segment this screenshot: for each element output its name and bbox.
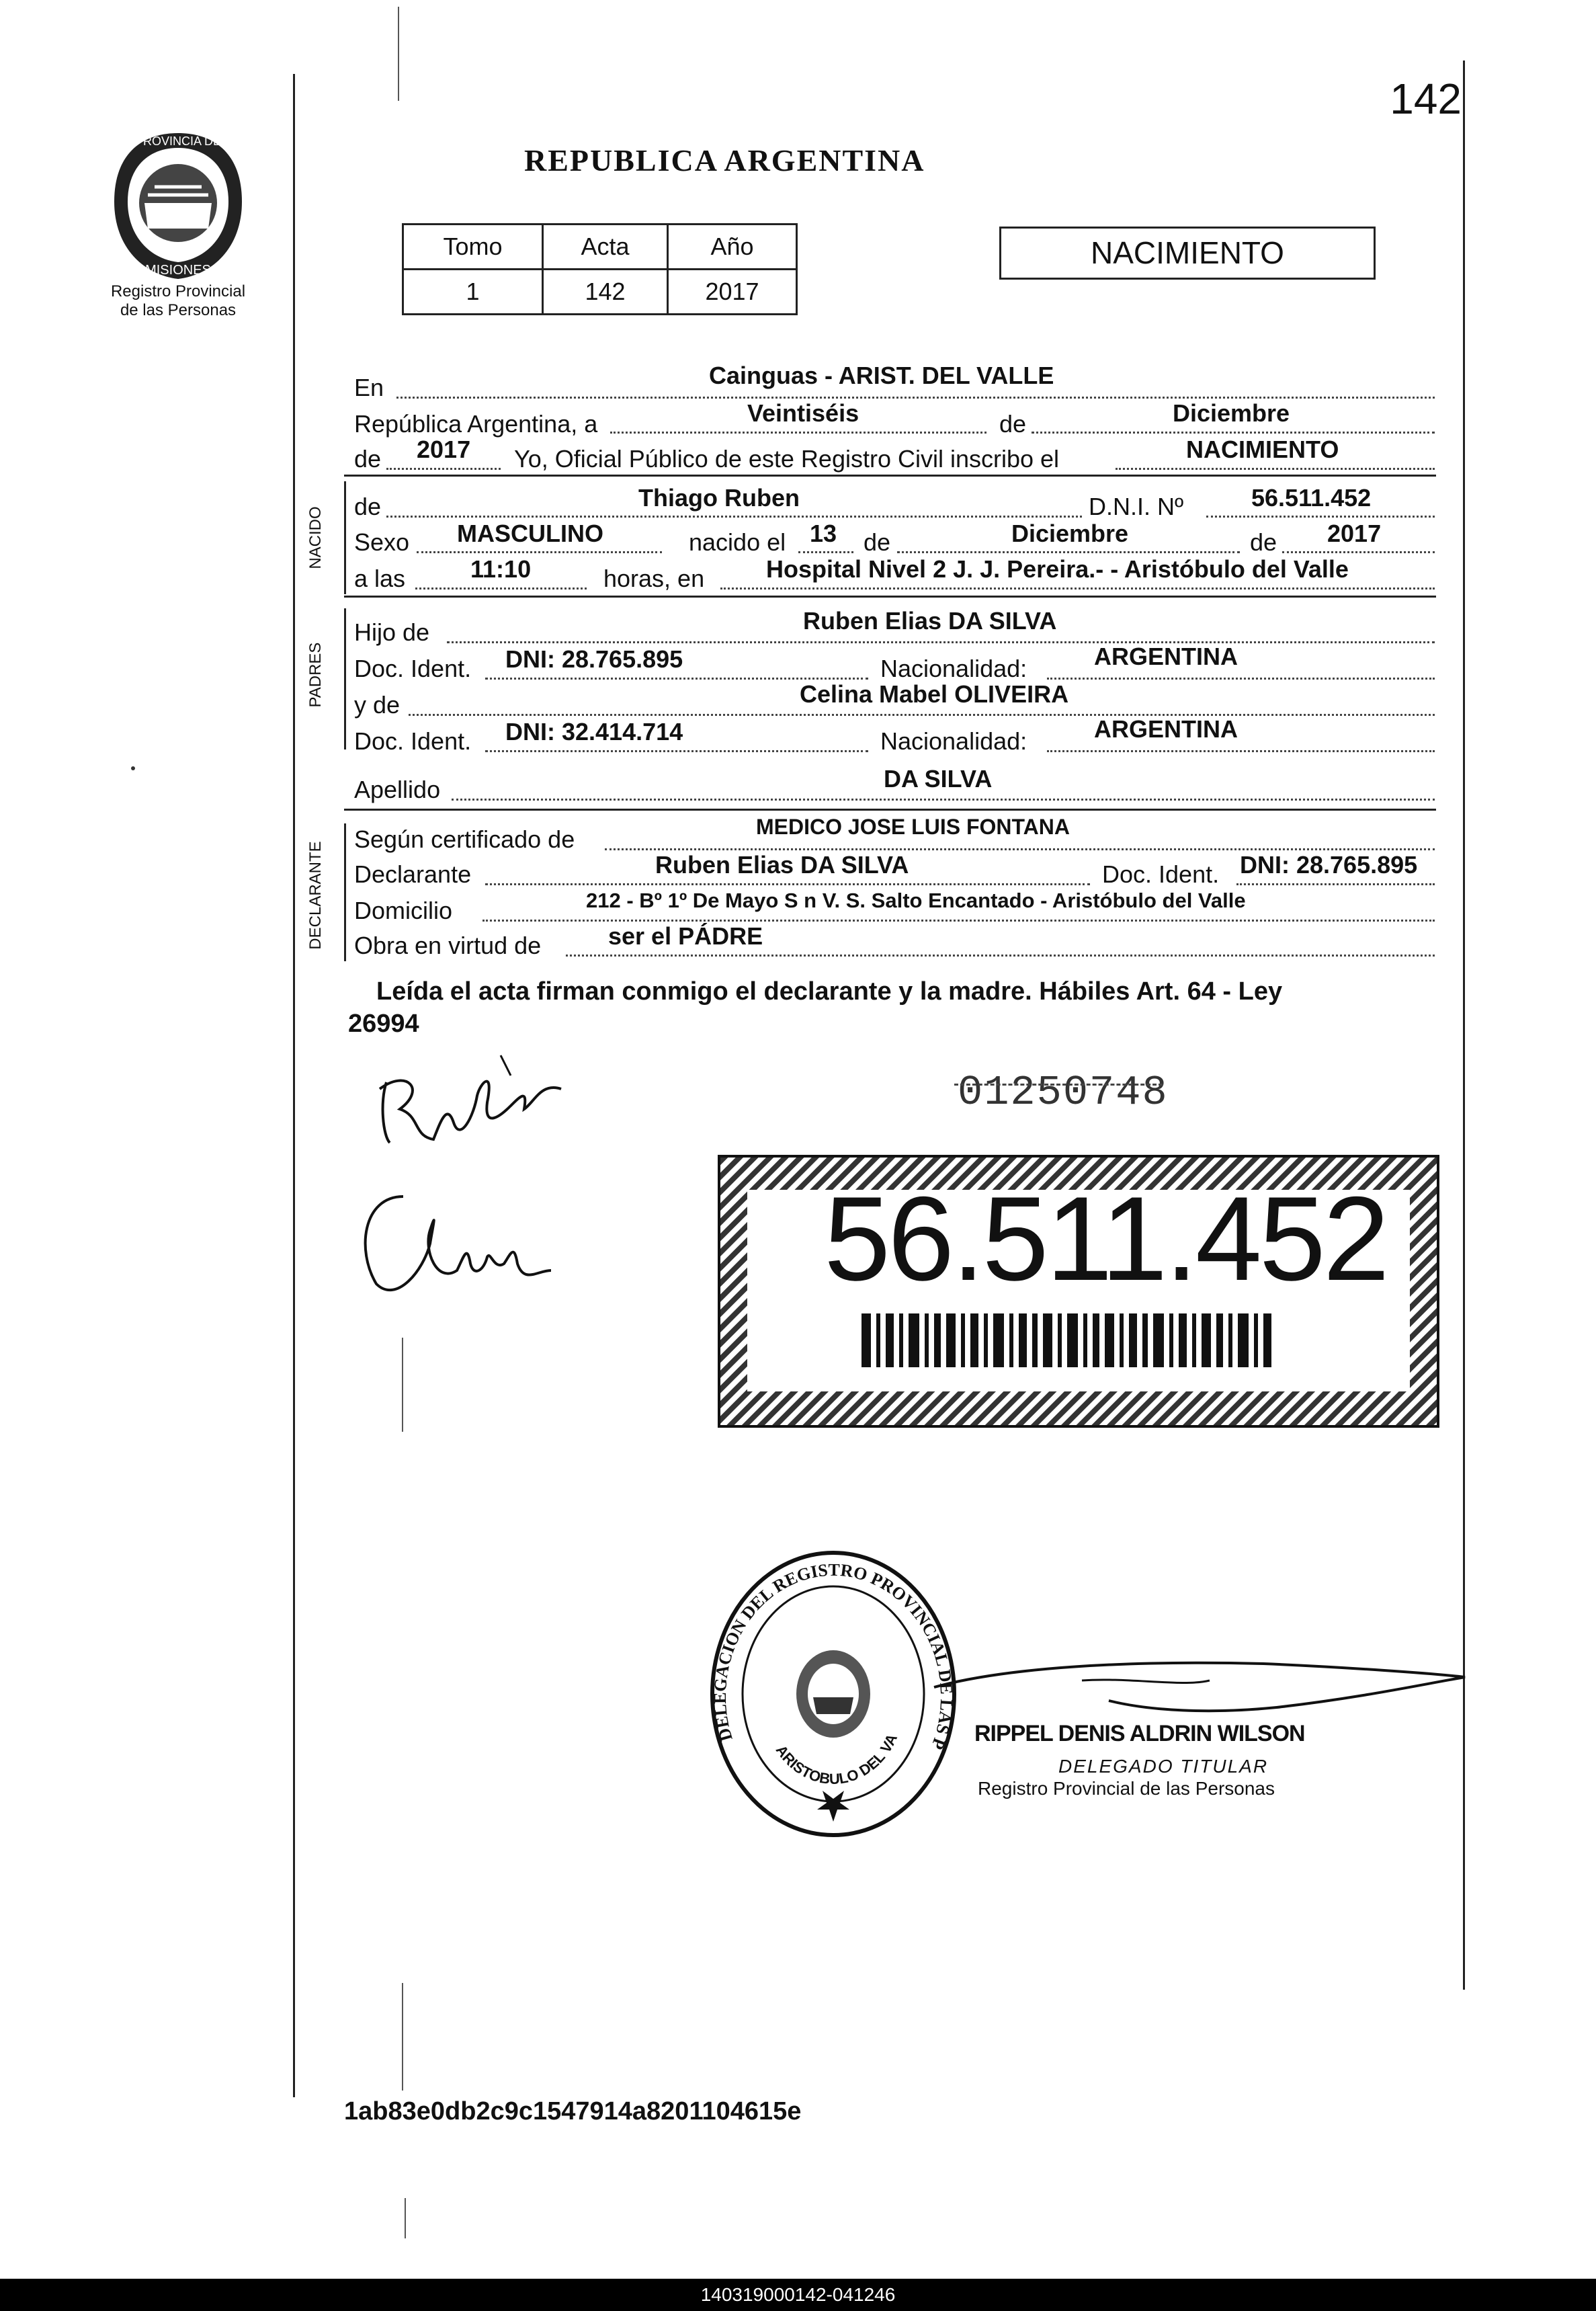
de-label: de — [354, 493, 382, 520]
nacionalidad-label: Nacionalidad: — [880, 655, 1027, 682]
father-signature — [366, 1042, 581, 1163]
de-label: de — [354, 445, 382, 473]
nacionalidad-label: Nacionalidad: — [880, 727, 1027, 755]
doc-ident-label: Doc. Ident. — [354, 727, 472, 755]
section-bar — [344, 608, 346, 749]
place-value: Cainguas - ARIST. DEL VALLE — [709, 362, 1054, 389]
fold-mark-lower — [402, 1983, 403, 2091]
dotted-line — [720, 587, 1435, 590]
apellido-value: DA SILVA — [884, 765, 993, 793]
day-value: Veintiséis — [747, 399, 859, 427]
record-table-cell: 2017 — [668, 270, 797, 315]
address-value: 212 - Bº 1º De Mayo S n V. S. Salto Encantado - Aristóbulo del Valle — [586, 889, 1246, 912]
event-value: NACIMIENTO — [1186, 436, 1339, 463]
divider — [344, 596, 1436, 598]
dotted-line — [610, 432, 986, 434]
official-seal — [706, 1546, 961, 1842]
document-hash: 1ab83e0db2c9c1547914a8201104615e — [344, 2097, 802, 2125]
certificado-label: Según certificado de — [354, 825, 575, 853]
seal-ring-text: DELEGACION DEL REGISTRO PROVINCIAL DE LAS P — [710, 1559, 957, 1752]
child-name-value: Thiago Ruben — [638, 484, 800, 512]
dotted-line — [452, 799, 1435, 801]
dotted-line — [485, 883, 1090, 885]
time-value: 11:10 — [470, 555, 532, 583]
dotted-line — [396, 397, 1435, 399]
yde-label: y de — [354, 691, 401, 719]
registrar-signature — [927, 1640, 1472, 1721]
logo-bottom-text: MISIONES — [145, 263, 211, 278]
certificate-value: MEDICO JOSE LUIS FONTANA — [756, 815, 1070, 839]
footer-code: 140319000142-041246 — [0, 2279, 1596, 2311]
father-name-value: Ruben Elias DA SILVA — [803, 607, 1057, 635]
de-label: de — [999, 410, 1027, 438]
closing-statement-line1: Leída el acta firman conmigo el declarante y la madre. Hábiles Art. 64 - Ley — [376, 977, 1283, 1006]
doc-ident-label: Doc. Ident. — [354, 655, 472, 682]
father-doc-value: DNI: 28.765.895 — [505, 645, 683, 673]
birth-month-value: Diciembre — [1011, 520, 1129, 547]
dotted-line — [417, 551, 662, 553]
dni-label: D.N.I. Nº — [1089, 493, 1184, 520]
seal-inner-text: ARISTOBULO DEL VA — [772, 1731, 901, 1788]
dotted-line — [447, 641, 1435, 643]
mother-doc-value: DNI: 32.414.714 — [505, 718, 683, 745]
misiones-coat-of-arms-logo — [108, 128, 249, 282]
mother-signature — [349, 1170, 564, 1304]
capacity-value: ser el PÁDRE — [608, 922, 763, 950]
father-nationality-value: ARGENTINA — [1094, 643, 1238, 670]
month-value: Diciembre — [1173, 399, 1290, 427]
dotted-line — [485, 750, 868, 752]
dotted-line — [1047, 750, 1435, 752]
horas-label: horas, en — [603, 565, 705, 592]
section-label-nacido: NACIDO — [306, 506, 325, 569]
en-label: En — [354, 374, 384, 401]
nacido-label: nacido el — [689, 528, 786, 556]
dotted-line — [415, 587, 587, 590]
declarante-label: Declarante — [354, 860, 472, 888]
dotted-line — [566, 955, 1435, 957]
fold-mark-footer — [405, 2198, 406, 2238]
birth-place-value: Hospital Nivel 2 J. J. Pereira.- - Aristóbulo del Valle — [766, 555, 1349, 583]
divider — [344, 475, 1436, 477]
obra-label: Obra en virtud de — [354, 932, 542, 959]
record-table-cell: 142 — [543, 270, 668, 315]
dotted-line — [409, 714, 1435, 716]
dotted-line — [1116, 468, 1435, 470]
doc-ident-label: Doc. Ident. — [1102, 860, 1220, 888]
birth-year-value: 2017 — [1327, 520, 1382, 547]
birth-day-value: 13 — [810, 520, 837, 547]
domicilio-label: Domicilio — [354, 897, 453, 924]
logo-caption-line1: Registro Provincial — [110, 282, 246, 300]
scan-dot — [131, 766, 135, 770]
fold-mark-bottom — [402, 1338, 403, 1432]
yo-text: Yo, Oficial Público de este Registro Civil inscribo el — [514, 445, 1060, 473]
sexo-value: MASCULINO — [457, 520, 603, 547]
mother-name-value: Celina Mabel OLIVEIRA — [800, 680, 1069, 708]
dotted-line — [798, 551, 853, 553]
year-value: 2017 — [417, 436, 471, 463]
dotted-line — [1206, 516, 1435, 518]
record-table-header: Año — [668, 225, 797, 270]
declarant-name-value: Ruben Elias DA SILVA — [655, 851, 909, 879]
section-label-declarante: DECLARANTE — [306, 841, 325, 950]
dotted-line — [897, 551, 1240, 553]
section-label-padres: PADRES — [306, 642, 325, 708]
registrar-role: DELEGADO TITULAR — [1058, 1756, 1269, 1777]
page-title: REPUBLICA ARGENTINA — [524, 143, 925, 177]
page-number: 142 — [1390, 75, 1462, 123]
dotted-line — [1282, 551, 1435, 553]
registrar-name: RIPPEL DENIS ALDRIN WILSON — [974, 1721, 1305, 1746]
record-table-header: Acta — [543, 225, 668, 270]
sexo-label: Sexo — [354, 528, 410, 556]
de-label: de — [864, 528, 891, 556]
record-table-value-row — [403, 270, 797, 315]
closing-statement-line2: 26994 — [348, 1010, 419, 1038]
declarant-doc-value: DNI: 28.765.895 — [1240, 851, 1418, 879]
hijo-label: Hijo de — [354, 618, 430, 646]
section-bar — [344, 481, 346, 594]
alas-label: a las — [354, 565, 406, 592]
republica-label: República Argentina, a — [354, 410, 598, 438]
barcode-number: 56.511.452 — [824, 1172, 1387, 1305]
section-bar — [344, 823, 346, 961]
dotted-line — [482, 920, 1435, 922]
dotted-line — [605, 848, 1435, 850]
dotted-line — [386, 516, 1082, 518]
control-number-border — [954, 1084, 1163, 1090]
left-margin-line — [293, 74, 295, 2097]
fold-mark-top — [398, 7, 399, 101]
record-table-header-row — [403, 225, 797, 270]
child-dni-value: 56.511.452 — [1251, 484, 1372, 512]
dotted-line — [1047, 678, 1435, 680]
registrar-org: Registro Provincial de las Personas — [978, 1778, 1275, 1799]
logo-top-text: PROVINCIA DE — [134, 134, 222, 148]
dotted-line — [485, 678, 868, 680]
dotted-line — [1032, 432, 1435, 434]
dotted-line — [1236, 883, 1435, 885]
dotted-line — [386, 468, 501, 470]
mother-nationality-value: ARGENTINA — [1094, 715, 1238, 743]
de-label: de — [1250, 528, 1277, 556]
record-table-header: Tomo — [403, 225, 543, 270]
record-table-cell: 1 — [403, 270, 543, 315]
logo-caption — [81, 282, 276, 320]
apellido-label: Apellido — [354, 776, 441, 803]
record-table — [402, 223, 798, 315]
control-number: 01250748 — [958, 1069, 1169, 1117]
divider — [344, 809, 1436, 811]
document-type-box: NACIMIENTO — [999, 227, 1376, 280]
logo-caption-line2: de las Personas — [120, 301, 237, 319]
